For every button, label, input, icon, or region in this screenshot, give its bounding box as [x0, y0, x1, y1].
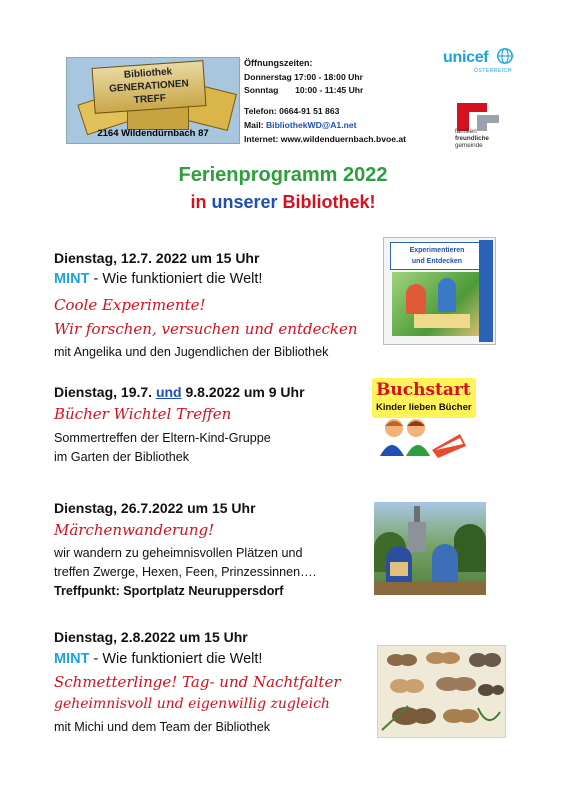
logo-sign [92, 60, 207, 114]
butterfly-icons [378, 646, 505, 737]
event-topic [54, 651, 262, 667]
mint-label: MINT [54, 271, 90, 287]
ff-line: familien [455, 128, 477, 135]
event-headline: Schmetterlinge! Tag- und Nachtfalter [54, 673, 341, 691]
event-headline: geheimnisvoll und eigenwillig zugleich [54, 696, 330, 712]
experiment-book-image [383, 237, 496, 345]
mint-rest: - Wie funktioniert die Welt! [89, 651, 263, 667]
event-headline: Coole Experimente! [54, 296, 206, 314]
date-und: und [155, 384, 182, 400]
event-headline: Wir forschen, versuchen und entdecken [54, 320, 358, 338]
butterflies-image [377, 645, 506, 738]
page-title: Ferienprogramm 2022 [178, 164, 388, 186]
event-date: Dienstag, 2.8.2022 um 15 Uhr [54, 629, 248, 645]
hours-line: Donnerstag 17:00 - 18:00 Uhr [244, 72, 363, 82]
logo-sign-line: Bibliothek [123, 66, 173, 81]
unicef-logo: unicef [443, 49, 489, 66]
book-title-line: Experimentieren [409, 247, 465, 254]
mint-label: MINT [54, 651, 90, 667]
hours-line: Sonntag 10:00 - 11:45 Uhr [244, 85, 364, 95]
meeting-point: Treffpunkt: Sportplatz Neuruppersdorf [54, 584, 284, 598]
subtitle-part: Bibliothek! [277, 192, 376, 212]
mail-line [244, 119, 356, 131]
globe-icon [496, 47, 514, 65]
family-friendly-label [455, 128, 515, 149]
buchstart-logo [368, 376, 480, 458]
event-text: im Garten der Bibliothek [54, 450, 190, 464]
event-date: Dienstag, 26.7.2022 um 15 Uhr [54, 500, 256, 516]
event-text: Sommertreffen der Eltern-Kind-Gruppe [54, 431, 271, 445]
date-part: Dienstag, 19.7. [54, 384, 156, 400]
date-part: 9.8.2022 um 9 Uhr [181, 384, 305, 400]
page-subtitle [0, 192, 566, 213]
ff-line: freundliche [455, 135, 489, 142]
web-text: Internet: www.wildenduernbach.bvoe.at [244, 134, 407, 144]
logo-address: 2164 Wildendürnbach 87 [97, 128, 209, 139]
logo-sign-line: GENERATIONEN [108, 78, 190, 95]
book-title [390, 242, 484, 270]
event-text: mit Michi und dem Team der Bibliothek [54, 720, 271, 734]
ff-line: gemeinde [455, 142, 483, 149]
hours-title: Öffnungszeiten: [244, 58, 313, 68]
buchstart-title: Buchstart [376, 380, 471, 400]
children-reading-icon [368, 416, 480, 458]
logo-sign-line: TREFF [133, 92, 167, 107]
book-title-line: und Entdecken [411, 258, 463, 265]
subtitle-part: unserer [211, 192, 278, 212]
event-headline: Bücher Wichtel Treffen [54, 405, 232, 423]
subtitle-part: in [190, 192, 212, 212]
event-topic [54, 271, 262, 287]
library-logo [66, 57, 240, 144]
event-date [54, 384, 305, 400]
event-headline: Märchenwanderung! [54, 521, 215, 539]
mail-label: Mail: [244, 120, 266, 130]
mail-link[interactable]: BibliothekWD@A1.net [265, 120, 357, 130]
event-text: mit Angelika und den Jugendlichen der Bibliothek [54, 345, 329, 359]
buchstart-subtitle: Kinder lieben Bücher [376, 402, 472, 413]
event-text: wir wandern zu geheimnisvollen Plätzen und [54, 546, 303, 560]
event-text: treffen Zwerge, Hexen, Feen, Prinzessinnen…. [54, 565, 317, 579]
event-date: Dienstag, 12.7. 2022 um 15 Uhr [54, 250, 260, 266]
unicef-sub: ÖSTERREICH [474, 68, 512, 74]
fairy-tale-walk-image [374, 502, 486, 595]
mint-rest: - Wie funktioniert die Welt! [89, 271, 263, 287]
phone-text: Telefon: 0664-91 51 863 [244, 106, 340, 116]
